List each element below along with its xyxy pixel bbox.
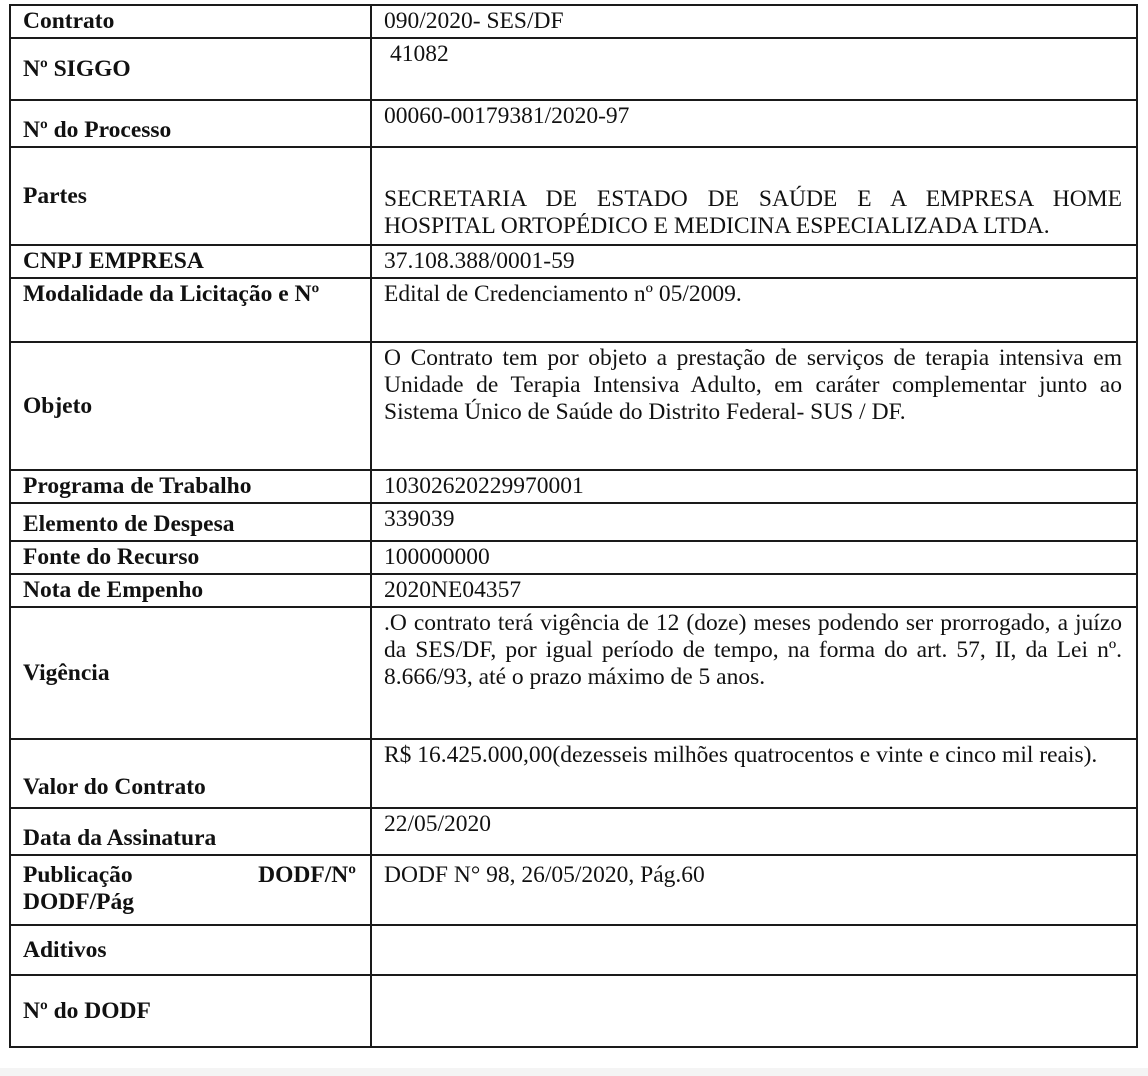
row-label: Vigência xyxy=(10,607,371,739)
row-value: 339039 xyxy=(371,503,1137,541)
row-label: Partes xyxy=(10,147,371,245)
row-label: Nº SIGGO xyxy=(10,38,371,100)
contract-info-table xyxy=(9,4,1138,1048)
row-label: Nº do Processo xyxy=(10,100,371,147)
row-label: Modalidade da Licitação e Nº xyxy=(10,278,371,342)
row-value: 22/05/2020 xyxy=(371,808,1137,855)
row-value: 090/2020- SES/DF xyxy=(371,5,1137,38)
row-label: Programa de Trabalho xyxy=(10,470,371,503)
row-label: Contrato xyxy=(10,5,371,38)
table-row xyxy=(10,245,1137,278)
row-label: Objeto xyxy=(10,342,371,470)
row-value xyxy=(371,925,1137,975)
row-value xyxy=(371,38,1137,100)
table-row xyxy=(10,5,1137,38)
label-line-2: DODF/Pág xyxy=(23,889,134,915)
row-value xyxy=(371,975,1137,1047)
row-value: 100000000 xyxy=(371,541,1137,574)
row-value: SECRETARIA DE ESTADO DE SAÚDE E A EMPRESA HOME HOSPITAL ORTOPÉDICO E MEDICINA ESPECIALIZADA LTDA. xyxy=(371,147,1137,245)
table-row xyxy=(10,574,1137,607)
table-row xyxy=(10,541,1137,574)
label-line-1 xyxy=(23,862,356,889)
table-row xyxy=(10,975,1137,1047)
table-row xyxy=(10,278,1137,342)
row-value: O Contrato tem por objeto a prestação de serviços de terapia intensiva em Unidade de Terapia Intensiva Adulto, em caráter complementar junto ao Sistema Único de Saúde do Distrito Federal- SUS / DF. xyxy=(371,342,1137,470)
row-value: Edital de Credenciamento nº 05/2009. xyxy=(371,278,1137,342)
row-value: R$ 16.425.000,00(dezesseis milhões quatrocentos e vinte e cinco mil reais). xyxy=(371,739,1137,808)
table-row xyxy=(10,100,1137,147)
row-value: 2020NE04357 xyxy=(371,574,1137,607)
table-row xyxy=(10,808,1137,855)
table-row xyxy=(10,503,1137,541)
row-value: DODF N° 98, 26/05/2020, Pág.60 xyxy=(371,855,1137,925)
table-row xyxy=(10,925,1137,975)
row-label: Valor do Contrato xyxy=(10,739,371,808)
row-label xyxy=(10,855,371,925)
row-label: CNPJ EMPRESA xyxy=(10,245,371,278)
table-row xyxy=(10,607,1137,739)
row-value: .O contrato terá vigência de 12 (doze) meses podendo ser prorrogado, a juízo da SES/DF, por igual período de tempo, na forma do art. 57, II, da Lei nº. 8.666/93, até o prazo máximo de 5 anos. xyxy=(371,607,1137,739)
table-row xyxy=(10,739,1137,808)
row-value-text: 41082 xyxy=(390,41,449,67)
label-word-publicacao: Publicação xyxy=(23,862,133,888)
row-value: 10302620229970001 xyxy=(371,470,1137,503)
row-value: 37.108.388/0001-59 xyxy=(371,245,1137,278)
row-label: Fonte do Recurso xyxy=(10,541,371,574)
table-row xyxy=(10,38,1137,100)
row-label: Data da Assinatura xyxy=(10,808,371,855)
row-value: 00060-00179381/2020-97 xyxy=(371,100,1137,147)
table-row xyxy=(10,855,1137,925)
page-bottom-edge xyxy=(0,1068,1148,1076)
table-row xyxy=(10,470,1137,503)
row-label: Nº do DODF xyxy=(10,975,371,1047)
table-row xyxy=(10,342,1137,470)
row-label: Aditivos xyxy=(10,925,371,975)
table-row xyxy=(10,147,1137,245)
label-word-dodf-n: DODF/Nº xyxy=(258,862,356,888)
row-label: Elemento de Despesa xyxy=(10,503,371,541)
row-label: Nota de Empenho xyxy=(10,574,371,607)
